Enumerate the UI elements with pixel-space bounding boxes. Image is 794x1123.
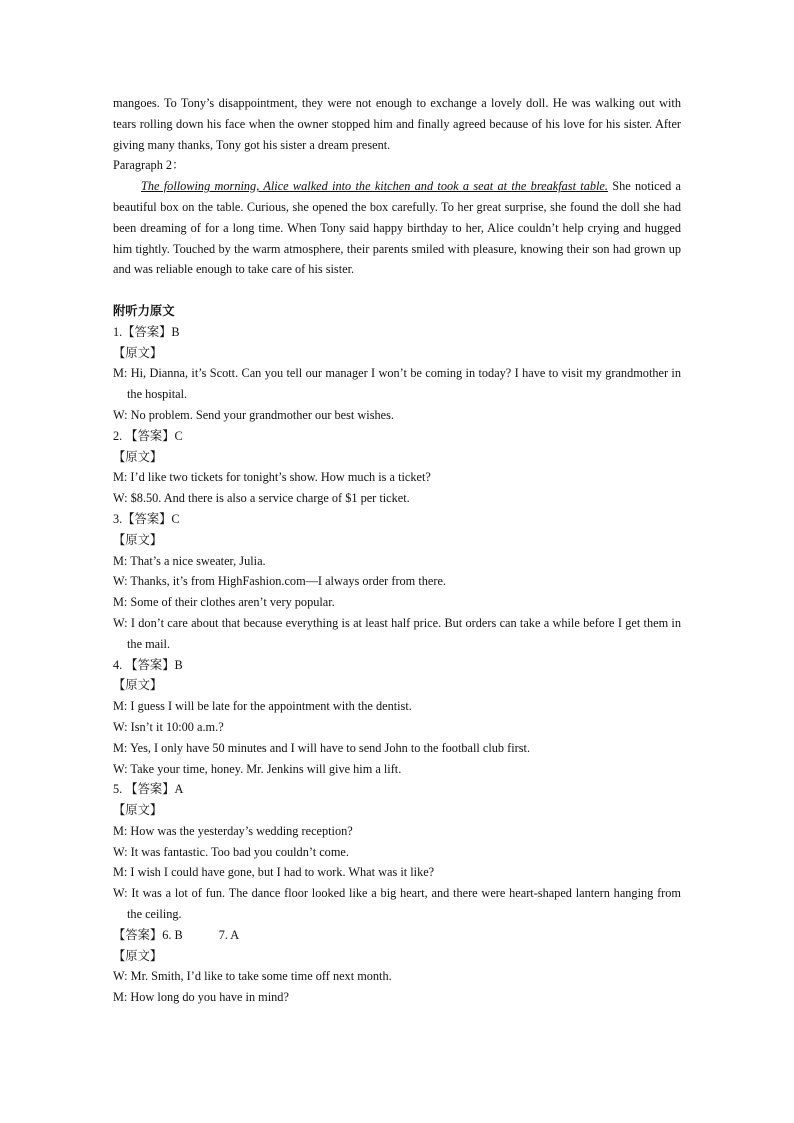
- dialogue-line: W: It was a lot of fun. The dance floor looked like a big heart, and there were heart-shaped lantern hanging from the ceiling.: [113, 886, 681, 922]
- dialogue-line: W: $8.50. And there is also a service charge of $1 per ticket.: [113, 491, 410, 506]
- document-page: [113, 93, 681, 1008]
- paragraph-2-body: She noticed a beautiful box on the table. Curious, she opened the box carefully. To her great surprise, she found the doll she had been dreaming of for a long time. When Tony said happy birthday to her, Alice couldn’t help crying and hugged him tightly. Touched by the warm atmosphere, their parents smiled with pleasure, knowing their son had grown up and was reliable enough to take care of his sister.: [113, 179, 681, 277]
- dialogue-line: M: Yes, I only have 50 minutes and I will have to send John to the football club first.: [113, 740, 531, 755]
- paragraph-2-label: Paragraph 2：: [113, 158, 185, 173]
- answer-7: 7. A: [218, 927, 240, 942]
- answer-6-7: [113, 925, 681, 946]
- transcript-label-1: 【原文】: [113, 345, 163, 360]
- dialogue-line: W: Take your time, honey. Mr. Jenkins will give him a lift.: [113, 761, 402, 776]
- dialogue-line: M: I wish I could have gone, but I had to work. What was it like?: [113, 865, 435, 880]
- story-paragraph-1: mangoes. To Tony’s disappointment, they were not enough to exchange a lovely doll. He was walking out with tears rolling down his face when the owner stopped him and finally agreed because of his love for his sister. After giving many thanks, Tony got his sister a dream present.: [113, 96, 681, 152]
- answer-3: 3.【答案】C: [113, 511, 180, 526]
- dialogue-line: W: Thanks, it’s from HighFashion.com—I always order from there.: [113, 574, 446, 589]
- dialogue-line: M: That’s a nice sweater, Julia.: [113, 553, 266, 568]
- dialogue-line: W: No problem. Send your grandmother our best wishes.: [113, 407, 394, 422]
- listening-heading: 附听力原文: [113, 303, 175, 318]
- dialogue-line: W: It was fantastic. Too bad you couldn’t come.: [113, 844, 349, 859]
- dialogue-line: W: Mr. Smith, I’d like to take some time off next month.: [113, 969, 392, 984]
- transcript-label-4: 【原文】: [113, 678, 163, 693]
- transcript-label-3: 【原文】: [113, 532, 163, 547]
- dialogue-line: M: Hi, Dianna, it’s Scott. Can you tell our manager I won’t be coming in today? I have to visit my grandmother in the hospital.: [113, 366, 681, 402]
- story-paragraph-2: [113, 176, 681, 280]
- transcript-label-6-7: 【原文】: [113, 948, 163, 963]
- dialogue-line: M: How was the yesterday’s wedding reception?: [113, 823, 353, 838]
- dialogue-line: M: I guess I will be late for the appointment with the dentist.: [113, 699, 412, 714]
- dialogue-line: M: Some of their clothes aren’t very popular.: [113, 595, 335, 610]
- dialogue-line: W: I don’t care about that because everything is at least half price. But orders can take a while before I get them in the mail.: [113, 615, 681, 651]
- dialogue-line: W: Isn’t it 10:00 a.m.?: [113, 719, 224, 734]
- answer-5: 5. 【答案】A: [113, 782, 184, 797]
- underlined-first-sentence: The following morning, Alice walked into the kitchen and took a seat at the breakfast table.: [141, 179, 608, 194]
- answer-6: 【答案】6. B: [113, 927, 183, 942]
- transcript-label-2: 【原文】: [113, 449, 163, 464]
- answer-2: 2. 【答案】C: [113, 428, 183, 443]
- answer-1: 1.【答案】B: [113, 324, 180, 339]
- dialogue-line: M: How long do you have in mind?: [113, 990, 289, 1005]
- dialogue-line: M: I’d like two tickets for tonight’s show. How much is a ticket?: [113, 470, 431, 485]
- answer-4: 4. 【答案】B: [113, 657, 183, 672]
- transcript-label-5: 【原文】: [113, 803, 163, 818]
